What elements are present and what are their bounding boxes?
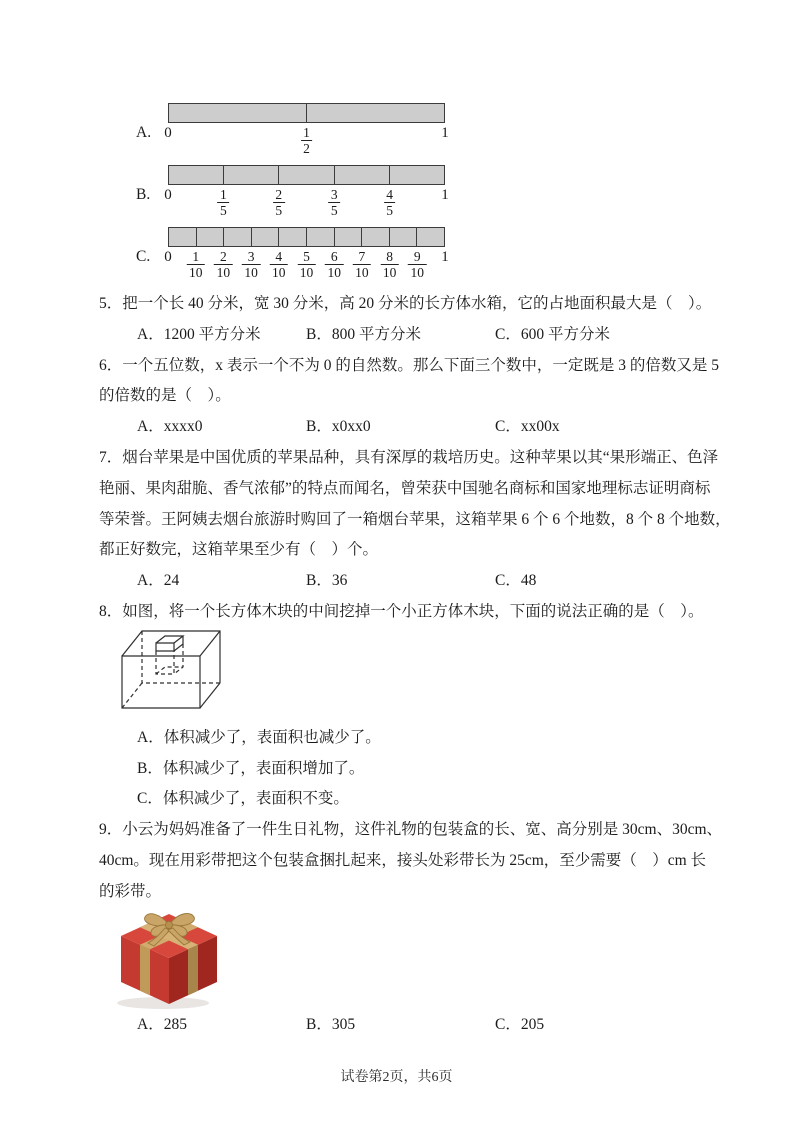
- fraction-numerator: 3: [328, 187, 340, 203]
- numberline-row-b: [99, 165, 705, 227]
- fraction: [301, 125, 313, 156]
- fraction-numerator: 7: [353, 249, 372, 265]
- question-text-line: 的倍数的是（ ）。: [99, 387, 231, 405]
- fraction: [273, 187, 285, 218]
- options-row: [99, 1010, 705, 1041]
- question-q5: [99, 289, 712, 351]
- fraction-bar-cell: [307, 104, 444, 122]
- question-text-line: 等荣誉。王阿姨去烟台旅游时购回了一箱烟台苹果，这箱苹果 6 个 6 个地数，8 个 8 个地数，: [99, 510, 731, 528]
- numberline-row-a: [99, 103, 705, 165]
- tick-fraction: [301, 125, 313, 156]
- option-a: A．1200 平方分米: [137, 325, 261, 343]
- fraction: [270, 249, 289, 280]
- fraction: [214, 249, 233, 280]
- fraction: [408, 249, 427, 280]
- question-q8: [99, 597, 705, 815]
- fraction: [186, 249, 205, 280]
- cuboid-with-cube-hole-figure: [118, 628, 258, 723]
- fraction-denominator: 5: [330, 203, 338, 218]
- fraction-denominator: 10: [355, 265, 369, 280]
- fraction-bar: [168, 227, 445, 247]
- tick-fraction: [408, 249, 427, 280]
- option-b: B．x0xx0: [306, 418, 371, 436]
- option-a: A．xxxx0: [137, 418, 203, 436]
- question-text-line: 的彩带。: [99, 882, 162, 900]
- page-footer: 试卷第2页，共6页: [340, 1070, 453, 1085]
- cube-hole-right-rim: [174, 636, 183, 651]
- option-b: B．305: [306, 1015, 356, 1033]
- tick-number: 0: [164, 125, 172, 141]
- options-row: [99, 566, 705, 597]
- fraction-bar-cell: [224, 166, 279, 184]
- tick-fraction: [380, 249, 399, 280]
- fraction: [380, 249, 399, 280]
- fraction-bar-cell: [169, 104, 307, 122]
- tick-number: 0: [164, 187, 172, 203]
- fraction-bar-cell: [335, 166, 390, 184]
- tick-number: 1: [441, 249, 449, 265]
- question-q6: [99, 351, 720, 443]
- fraction-numerator: 9: [408, 249, 427, 265]
- fraction: [297, 249, 316, 280]
- tick-fraction: [218, 187, 230, 218]
- options-row: [99, 412, 705, 443]
- tick-fraction: [353, 249, 372, 280]
- option-a: A．24: [137, 572, 180, 590]
- fraction-numberline-figure: [99, 103, 705, 289]
- fraction-bar-cell: [417, 228, 444, 246]
- tick-labels: [164, 187, 449, 225]
- cube-hole-hidden-front: [156, 651, 174, 674]
- option-c: C．xx00x: [495, 418, 560, 436]
- fraction-denominator: 10: [188, 265, 203, 280]
- numberline-option-label: B.: [136, 186, 151, 203]
- tick-fraction: [297, 249, 316, 280]
- fraction: [384, 187, 396, 218]
- fraction: [242, 249, 261, 280]
- fraction-bar-cell: [224, 228, 252, 246]
- tick-fraction: [273, 187, 285, 218]
- gift-ribbon-right: [188, 944, 198, 995]
- question-text-line: 7．烟台苹果是中国优质的苹果品种，具有深厚的栽培历史。这种苹果以其“果形端正、色泽: [99, 448, 719, 466]
- fraction-numerator: 4: [270, 249, 289, 265]
- option-b: B．36: [306, 572, 348, 590]
- question-q7: [99, 443, 731, 597]
- tick-fraction: [186, 249, 205, 280]
- options-row: [99, 320, 705, 351]
- fraction-denominator: 10: [244, 265, 258, 280]
- fraction-denominator: 2: [303, 141, 310, 156]
- cuboid-top-right-edge: [200, 631, 220, 656]
- cube-hole-hidden-right: [174, 644, 183, 674]
- question-text-line: 6．一个五位数，x 表示一个不为 0 的自然数。那么下面三个数中，一定既是 3 的倍数又是 5: [99, 356, 720, 374]
- question-text-line: 艳丽、果肉甜脆、香气浓郁”的特点而闻名，曾荣获中国驰名商标和国家地理标志证明商标: [99, 479, 711, 497]
- option-c: C．600 平方分米: [495, 325, 610, 343]
- fraction-bar-cell: [335, 228, 363, 246]
- fraction-bar-cell: [390, 166, 444, 184]
- fraction: [353, 249, 372, 280]
- fraction-bar-cell: [307, 228, 335, 246]
- cuboid-front-face: [122, 656, 200, 708]
- option-b: B．800 平方分米: [306, 325, 421, 343]
- fraction-bar: [168, 103, 445, 123]
- fraction-bar-cell: [390, 228, 418, 246]
- tick-fraction: [214, 249, 233, 280]
- cuboid-bottom-right-edge: [200, 683, 220, 708]
- bow-knot: [165, 921, 172, 928]
- fraction-denominator: 10: [410, 265, 425, 280]
- cuboid-hidden-bottom-left-edge: [122, 683, 142, 708]
- numberline-row-c: [99, 227, 705, 289]
- fraction-bar: [168, 165, 445, 185]
- fraction-numerator: 2: [214, 249, 233, 265]
- fraction-numerator: 2: [273, 187, 285, 203]
- fraction-denominator: 5: [220, 203, 227, 218]
- fraction-bar-cell: [362, 228, 390, 246]
- gift-ribbon-left: [140, 944, 150, 995]
- tick-labels: [164, 125, 449, 163]
- fraction-denominator: 10: [216, 265, 231, 280]
- fraction: [328, 187, 340, 218]
- tick-number: 1: [441, 187, 449, 203]
- fraction: [218, 187, 230, 218]
- page-content: [99, 90, 731, 1040]
- tick-fraction: [384, 187, 396, 218]
- tick-fraction: [325, 249, 344, 280]
- fraction-bar-cell: [169, 166, 224, 184]
- fraction-bar-cell: [279, 228, 307, 246]
- fraction-bar-cell: [252, 228, 280, 246]
- tick-number: 1: [441, 125, 449, 141]
- gift-box-svg: [113, 908, 225, 1010]
- fraction-numerator: 4: [384, 187, 396, 203]
- fraction-numerator: 8: [380, 249, 399, 265]
- tick-labels: [164, 249, 449, 287]
- fraction-numerator: 1: [301, 125, 313, 141]
- numberline-option-label: C.: [136, 248, 151, 265]
- fraction-denominator: 5: [386, 203, 393, 218]
- fraction-bar-cell: [279, 166, 334, 184]
- cube-hole-top-rim: [156, 636, 183, 643]
- fraction-denominator: 10: [299, 265, 314, 280]
- fraction-denominator: 10: [382, 265, 397, 280]
- tick-number: 0: [164, 249, 172, 265]
- fraction-denominator: 10: [327, 265, 341, 280]
- question-text-line: 9．小云为妈妈准备了一件生日礼物，这件礼物的包装盒的长、宽、高分别是 30cm、30cm、: [99, 821, 722, 839]
- fraction: [325, 249, 344, 280]
- fraction-bar-cell: [197, 228, 225, 246]
- option-c: C．体积减少了，表面积不变。: [137, 790, 349, 808]
- red-gift-box-image: [113, 908, 225, 1010]
- fraction-numerator: 5: [297, 249, 316, 265]
- question-text-line: 都正好数完，这箱苹果至少有（ ）个。: [99, 541, 379, 559]
- option-b: B．体积减少了，表面积增加了。: [137, 759, 365, 777]
- cuboid-top-back-edges: [122, 631, 220, 683]
- tick-fraction: [242, 249, 261, 280]
- fraction-denominator: 5: [275, 203, 283, 218]
- question-list: [99, 289, 731, 1040]
- tick-fraction: [270, 249, 289, 280]
- option-c: C．205: [495, 1015, 545, 1033]
- fraction-denominator: 10: [272, 265, 286, 280]
- option-a: A．285: [137, 1015, 187, 1033]
- numberline-option-label: A.: [136, 124, 152, 141]
- cuboid-diagram-svg: [118, 628, 258, 723]
- fraction-numerator: 1: [186, 249, 205, 265]
- option-c: C．48: [495, 572, 537, 590]
- fraction-bar-cell: [169, 228, 197, 246]
- fraction-numerator: 1: [218, 187, 230, 203]
- question-q9: [99, 815, 722, 1040]
- cuboid-hidden-back-edges: [142, 631, 220, 683]
- question-text-line: 8．如图，将一个长方体木块的中间挖掉一个小正方体木块，下面的说法正确的是（ ）。: [99, 602, 704, 620]
- question-text-line: 40cm。现在用彩带把这个包装盒捆扎起来，接头处彩带长为 25cm，至少需要（ ）cm 长: [99, 851, 707, 869]
- fraction-numerator: 3: [242, 249, 261, 265]
- fraction-numerator: 6: [325, 249, 344, 265]
- cube-hole-front-rim: [156, 643, 174, 651]
- option-a: A．体积减少了，表面积也减少了。: [137, 728, 381, 746]
- tick-fraction: [328, 187, 340, 218]
- question-text-line: 5．把一个长 40 分米，宽 30 分米，高 20 分米的长方体水箱，它的占地面积最大是（ ）。: [99, 295, 712, 312]
